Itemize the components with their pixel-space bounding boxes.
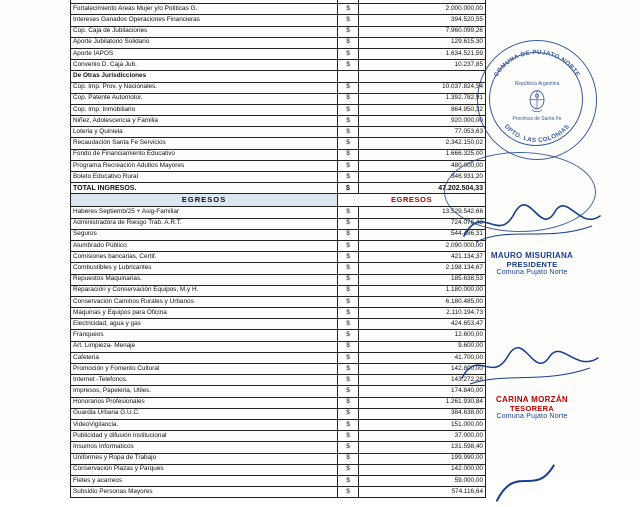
table-row <box>71 296 486 307</box>
row-currency: $ <box>338 285 359 296</box>
row-label: Fondo de Financiamiento Educativo <box>71 149 338 160</box>
row-amount: 6.180.485,00 <box>359 296 486 307</box>
row-currency: $ <box>338 15 359 26</box>
row-currency <box>338 71 359 82</box>
row-currency: $ <box>338 218 359 229</box>
row-currency: $ <box>338 127 359 138</box>
row-currency: $ <box>338 397 359 408</box>
row-amount: 12.600,00 <box>359 330 486 341</box>
row-currency: $ <box>338 48 359 59</box>
row-currency: $ <box>338 330 359 341</box>
row-label: VideoVigilancia. <box>71 419 338 430</box>
row-amount: 199.990,00 <box>359 453 486 464</box>
table-row <box>71 116 486 127</box>
row-label: Aporte Jubilatorio Solidario <box>71 37 338 48</box>
financial-table <box>70 0 486 498</box>
table-row <box>71 240 486 251</box>
table-row <box>71 487 486 498</box>
table-row <box>71 60 486 71</box>
table-row <box>71 442 486 453</box>
row-label: Impresos, Papeleria, Utiles. <box>71 386 338 397</box>
row-currency: $ <box>338 431 359 442</box>
table-row <box>71 330 486 341</box>
table-row <box>71 82 486 93</box>
row-amount: 41.700,00 <box>359 352 486 363</box>
row-amount: 424.653,47 <box>359 319 486 330</box>
table-row <box>71 149 486 160</box>
table-row <box>71 464 486 475</box>
table-row <box>71 263 486 274</box>
row-amount: 920.000,00 <box>359 116 486 127</box>
egresos-band-label: EGRESOS <box>71 194 338 207</box>
table-row <box>71 375 486 386</box>
row-label: Loteria y Quiniela <box>71 127 338 138</box>
table-row <box>71 15 486 26</box>
row-amount: 1.180.000,00 <box>359 285 486 296</box>
row-label: Subsidio Personas Mayores <box>71 487 338 498</box>
signature-name: CARINA MORZÁN <box>495 395 569 404</box>
row-amount: 1.392.782,91 <box>359 93 486 104</box>
row-label: Fortalecimiento Areas Mujer y/o Políticas G. <box>71 4 338 15</box>
row-amount: 864.950,32 <box>359 104 486 115</box>
row-currency: $ <box>338 364 359 375</box>
table-row <box>71 431 486 442</box>
table-row <box>71 475 486 486</box>
row-amount: 2.090.000,00 <box>359 240 486 251</box>
row-currency: $ <box>338 207 359 218</box>
table-row <box>71 408 486 419</box>
row-amount: 151.000,00 <box>359 419 486 430</box>
row-label: Conservación Plazas y Parques <box>71 464 338 475</box>
signature-role: PRESIDENTE <box>506 260 558 269</box>
table-row <box>71 160 486 171</box>
table-row <box>71 26 486 37</box>
row-amount: 129.615,30 <box>359 37 486 48</box>
table-body <box>71 0 486 498</box>
row-label: Niñez, Adolescencia y Familia <box>71 116 338 127</box>
row-label: De Otras Jurisdicciones <box>71 71 338 82</box>
row-label: Uniformes y Ropa de Trabajo <box>71 453 338 464</box>
row-label: Intereses Ganados Operaciones Financieras <box>71 15 338 26</box>
row-amount: 346.931,20 <box>359 172 486 183</box>
row-currency: $ <box>338 453 359 464</box>
table-row <box>71 104 486 115</box>
row-label: Administradora de Riesgo Trab. A.R.T. <box>71 218 338 229</box>
row-amount: 1.261.930,84 <box>359 397 486 408</box>
row-label: Convenio D. Caja Jub. <box>71 60 338 71</box>
seal-line-2: Provincia de Santa Fe <box>512 116 562 123</box>
row-currency: $ <box>338 60 359 71</box>
handwritten-signature-icon <box>452 340 612 394</box>
row-label: Honorarios Profesionales <box>71 397 338 408</box>
total-row <box>71 183 486 194</box>
table-row <box>71 419 486 430</box>
row-label: Combustibles y Lubricantes <box>71 263 338 274</box>
row-currency: $ <box>338 149 359 160</box>
row-amount: 10.037.824,54 <box>359 82 486 93</box>
table-row <box>71 229 486 240</box>
row-label: Cop. Imp. Inmobiliario <box>71 104 338 115</box>
table-row <box>71 453 486 464</box>
signature-org: Comuna Pujato Norte <box>496 413 568 420</box>
row-label: Insumos Informaticos <box>71 442 338 453</box>
row-amount: 142.800,00 <box>359 364 486 375</box>
row-amount: 9.600,00 <box>359 341 486 352</box>
row-amount: 2.198.134,67 <box>359 263 486 274</box>
row-label: Promoción y Fomento Cultural <box>71 364 338 375</box>
row-currency: $ <box>338 37 359 48</box>
row-amount: 2.342.150,02 <box>359 138 486 149</box>
table-row <box>71 207 486 218</box>
row-currency: $ <box>338 341 359 352</box>
row-label: Alumbrado Público <box>71 240 338 251</box>
row-currency: $ <box>338 93 359 104</box>
row-label: Cop. Imp. Prov. y Nacionales. <box>71 82 338 93</box>
row-currency: $ <box>338 160 359 171</box>
row-label: Reparación y Conservación Equipos, M.y H. <box>71 285 338 296</box>
row-label: Art. Limpieza- Menaje <box>71 341 338 352</box>
row-currency: $ <box>338 319 359 330</box>
row-label: Fletes y acarreos <box>71 475 338 486</box>
row-label: Electricidad, agua y gas <box>71 319 338 330</box>
coat-of-arms-icon <box>526 88 548 114</box>
row-label: Recaudación Santa Fe Servicios <box>71 138 338 149</box>
row-label: Seguros <box>71 229 338 240</box>
table-row <box>71 127 486 138</box>
table-row <box>71 397 486 408</box>
row-amount: 394.520,55 <box>359 15 486 26</box>
signature-block-treasurer <box>452 340 612 420</box>
row-label: Comisiones bancarias, Certif. <box>71 252 338 263</box>
row-currency: $ <box>338 26 359 37</box>
row-currency: $ <box>338 252 359 263</box>
row-currency: $ <box>338 296 359 307</box>
total-currency: $ <box>338 183 359 194</box>
row-currency: $ <box>338 352 359 363</box>
row-currency: $ <box>338 464 359 475</box>
table-row <box>71 37 486 48</box>
row-currency: $ <box>338 172 359 183</box>
row-amount: 544.486,31 <box>359 229 486 240</box>
row-currency: $ <box>338 475 359 486</box>
official-seal-stamp <box>477 40 597 160</box>
row-currency: $ <box>338 419 359 430</box>
table-row <box>71 364 486 375</box>
row-label: Guardia Urbana G.U.C. <box>71 408 338 419</box>
row-amount: 37.000,00 <box>359 431 486 442</box>
row-amount: 174.840,00 <box>359 386 486 397</box>
signature-name: MAURO MISURIANA <box>490 251 574 260</box>
total-label: TOTAL INGRESOS. <box>71 183 338 194</box>
row-currency: $ <box>338 308 359 319</box>
seal-bottom-text: DPTO. LAS COLONIAS <box>502 123 572 145</box>
row-currency: $ <box>338 104 359 115</box>
row-amount: 724.076,43 <box>359 218 486 229</box>
total-amount: 47.202.504,33 <box>359 183 486 194</box>
row-currency: $ <box>338 263 359 274</box>
row-label: Publicidad y difusión institucional <box>71 431 338 442</box>
row-amount: 13.529.542,66 <box>359 207 486 218</box>
row-amount: 77.053,63 <box>359 127 486 138</box>
table-row <box>71 352 486 363</box>
table-row <box>71 285 486 296</box>
seal-center-block <box>497 82 577 123</box>
row-amount: 480.000,00 <box>359 160 486 171</box>
row-currency: $ <box>338 116 359 127</box>
row-label: Cafeteria <box>71 352 338 363</box>
row-label: Máquinas y Equipos para Oficina <box>71 308 338 319</box>
signature-org: Comuna Pujato Norte <box>496 269 568 276</box>
row-label: Repuestos Maquinarias. <box>71 274 338 285</box>
row-amount: 59.000,00 <box>359 475 486 486</box>
signature-block-president <box>452 196 612 276</box>
row-amount: 1.666.325,00 <box>359 149 486 160</box>
row-currency: $ <box>338 375 359 386</box>
row-currency: $ <box>338 386 359 397</box>
table-row <box>71 252 486 263</box>
handwritten-signature-icon <box>470 452 640 506</box>
row-amount: 574.116,64 <box>359 487 486 498</box>
table-row <box>71 386 486 397</box>
row-amount: 10.237,85 <box>359 60 486 71</box>
row-label: Cop. Patente Automotor. <box>71 93 338 104</box>
table-row <box>71 93 486 104</box>
row-amount: 1.634.521,59 <box>359 48 486 59</box>
row-label: Haberes Septiemb/25 + Asig-Familiar <box>71 207 338 218</box>
row-label: Conservación Caminos Rurales y Urbanos <box>71 296 338 307</box>
row-currency: $ <box>338 274 359 285</box>
row-currency: $ <box>338 487 359 498</box>
row-label: Programa Recreación Adultos Mayores <box>71 160 338 171</box>
table-row <box>71 319 486 330</box>
handwritten-signature-icon <box>452 196 612 250</box>
table-row <box>71 341 486 352</box>
row-currency: $ <box>338 4 359 15</box>
row-amount: 2.000.000,00 <box>359 4 486 15</box>
row-currency: $ <box>338 82 359 93</box>
row-amount: 384.638,00 <box>359 408 486 419</box>
seal-top-text: COMUNA DE PUJATO NORTE <box>492 48 582 79</box>
table-row <box>71 4 486 15</box>
table-row <box>71 308 486 319</box>
row-amount <box>359 71 486 82</box>
row-currency: $ <box>338 240 359 251</box>
row-amount: 142.000,00 <box>359 464 486 475</box>
row-currency: $ <box>338 229 359 240</box>
row-label: Internet -Telefonos. <box>71 375 338 386</box>
row-amount: 143.272,28 <box>359 375 486 386</box>
row-currency: $ <box>338 408 359 419</box>
row-label: Cop. Caja de Jubilaciones <box>71 26 338 37</box>
row-amount: 421.134,37 <box>359 252 486 263</box>
table-row <box>71 48 486 59</box>
egresos-band-label-right: EGRESOS <box>338 194 486 207</box>
row-amount: 185.638,53 <box>359 274 486 285</box>
table-row <box>71 218 486 229</box>
egresos-band-row <box>71 194 486 207</box>
table-section-row <box>71 71 486 82</box>
row-currency: $ <box>338 442 359 453</box>
table-row <box>71 138 486 149</box>
row-amount: 7.960.099,26 <box>359 26 486 37</box>
table-row <box>71 274 486 285</box>
table-row <box>71 172 486 183</box>
row-label: Boleto Educativo Rural <box>71 172 338 183</box>
row-currency: $ <box>338 138 359 149</box>
row-label: Franqueos <box>71 330 338 341</box>
seal-line-1: República Argentina <box>514 81 560 88</box>
row-amount: 2.110.194,73 <box>359 308 486 319</box>
row-amount: 131.598,40 <box>359 442 486 453</box>
signature-role: TESORERA <box>509 404 555 413</box>
row-label: Aporte IAPOS <box>71 48 338 59</box>
